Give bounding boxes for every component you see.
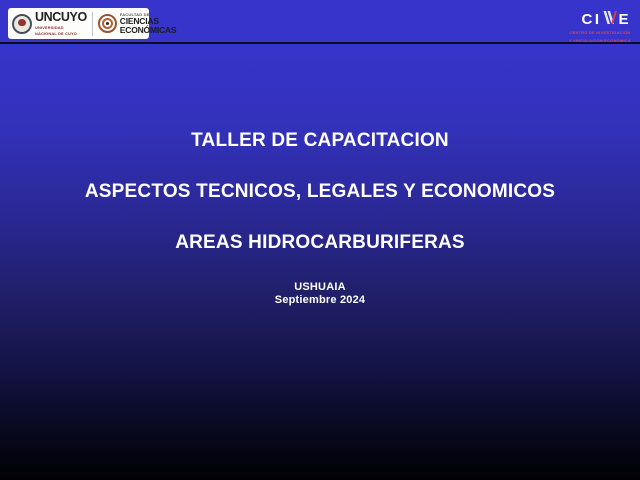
ciencias-economicas-text	[120, 13, 177, 34]
cive-slashes-icon	[603, 11, 617, 27]
subtitle-location: USHUAIA	[294, 281, 346, 293]
title-line-3: AREAS HIDROCARBURIFERAS	[175, 232, 465, 253]
fce-line1: CIENCIAS	[119, 16, 159, 26]
uncuyo-subtitle-line2: NACIONAL DE CUYO	[35, 30, 77, 36]
university-logo-box	[8, 8, 177, 39]
subtitle-date: Septiembre 2024	[274, 294, 366, 306]
fce-line2: ECONÓMICAS	[119, 24, 177, 35]
title-line-1: TALLER DE CAPACITACION	[191, 130, 449, 151]
logo-divider	[92, 12, 93, 36]
subtitle-block	[0, 281, 640, 307]
ciencias-economicas-logo-icon	[98, 14, 117, 33]
title-line-2: ASPECTOS TECNICOS, LEGALES Y ECONOMICOS	[84, 181, 556, 202]
cive-logo	[569, 11, 631, 43]
header-divider-rule	[0, 41, 640, 44]
title-block	[0, 130, 640, 307]
cive-prefix: CI	[581, 10, 602, 28]
fce-overline: FACULTAD DE	[119, 12, 150, 17]
cive-wordmark	[569, 11, 631, 27]
uncuyo-subtitle-line1: UNIVERSIDAD	[35, 24, 64, 30]
cive-suffix: E	[618, 10, 631, 28]
uncuyo-title: UNCUYO	[35, 10, 87, 25]
uncuyo-seal-icon	[12, 14, 32, 34]
uncuyo-logo-text	[35, 11, 87, 36]
cive-subline2: Y VINCULACIÓN ECONÓMICA	[568, 38, 631, 43]
cive-subline1: CENTRO DE INVESTIGACIÓN	[569, 30, 631, 35]
